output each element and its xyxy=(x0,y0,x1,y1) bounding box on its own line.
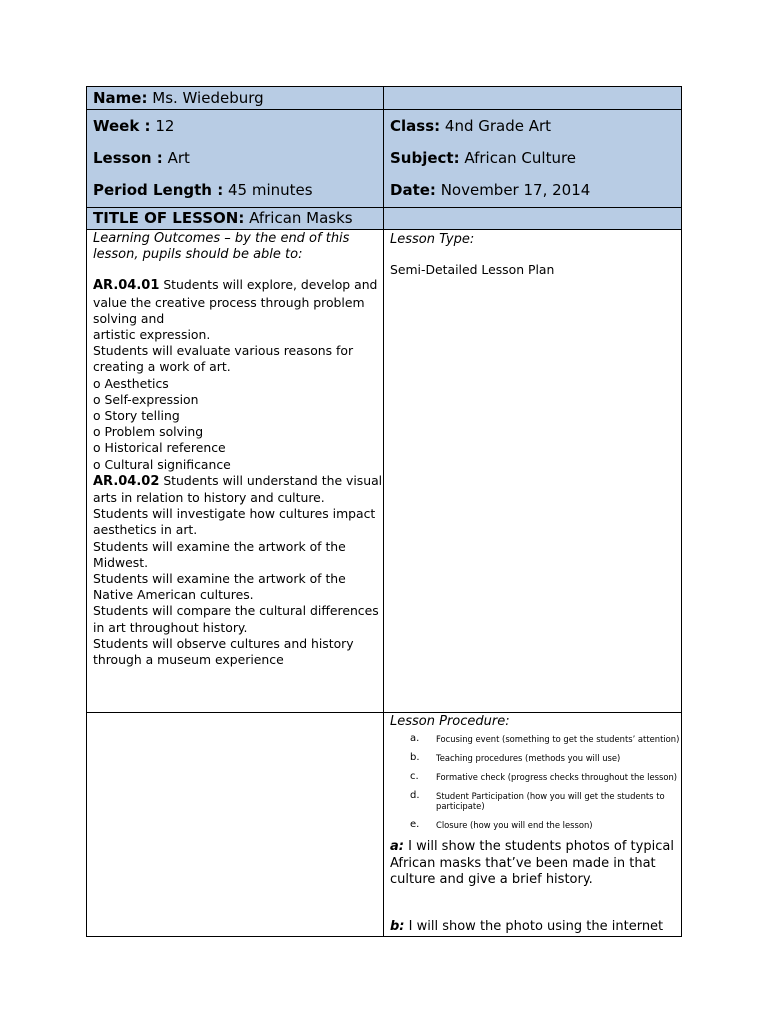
class-line xyxy=(390,110,681,142)
class-label: Class: xyxy=(390,117,441,135)
title-value: African Masks xyxy=(244,209,353,227)
procedure-a-text: I will show the students photos of typical African masks that’ve been made in that culture and give a brief history. xyxy=(390,839,674,887)
step-letter: a. xyxy=(410,733,420,744)
procedure-a-label: a: xyxy=(390,839,404,854)
procedure-b-paragraph xyxy=(390,919,681,936)
subject-label: Subject: xyxy=(390,149,460,167)
lesson-plan-table xyxy=(86,86,682,937)
ar0401-block xyxy=(93,277,383,327)
week-lesson-period-cell xyxy=(87,110,384,208)
learning-outcomes-cell xyxy=(87,230,384,713)
date-label: Date: xyxy=(390,181,436,199)
list-item xyxy=(410,753,681,763)
list-item xyxy=(410,772,681,782)
subject-line xyxy=(390,142,681,174)
outcome-line: Students will examine the artwork of the Midwest. xyxy=(93,538,346,570)
class-value: 4nd Grade Art xyxy=(440,117,552,135)
bullet-item: o Self-expression xyxy=(93,391,199,407)
step-text: Student Participation (how you will get the students to participate) xyxy=(436,791,665,811)
step-text: Closure (how you will end the lesson) xyxy=(436,820,593,830)
ar0401-code: AR.04.01 xyxy=(93,278,160,294)
lesson-procedure-cell xyxy=(384,713,682,937)
empty-title-cell xyxy=(384,208,682,230)
lesson-value: Art xyxy=(162,149,190,167)
name-value: Ms. Wiedeburg xyxy=(147,89,264,107)
period-label: Period Length : xyxy=(93,181,224,199)
lesson-type-label: Lesson Type: xyxy=(390,232,475,247)
period-value: 45 minutes xyxy=(223,181,313,199)
bullet-item: o Story telling xyxy=(93,408,180,424)
list-item xyxy=(410,820,681,830)
procedure-b-label: b: xyxy=(390,918,405,934)
name-cell xyxy=(87,87,384,110)
step-letter: c. xyxy=(410,771,419,782)
week-value: 12 xyxy=(150,117,175,135)
bullet-item: o Aesthetics xyxy=(93,375,169,391)
list-item xyxy=(410,734,681,744)
outcomes-intro: Learning Outcomes – by the end of this lesson, pupils should be able to: xyxy=(93,231,350,263)
list-item xyxy=(410,791,681,811)
lesson-label: Lesson : xyxy=(93,149,163,167)
outcome-line: Students will compare the cultural differences in art throughout history. xyxy=(93,603,379,635)
empty-procedure-left-cell xyxy=(87,713,384,937)
step-text: Formative check (progress checks throughout the lesson) xyxy=(436,772,678,782)
step-letter: d. xyxy=(410,790,420,801)
ar0402-text: Students will understand the visual arts in relation to history and culture. xyxy=(93,472,383,506)
procedure-a-paragraph xyxy=(390,839,681,889)
lesson-line xyxy=(93,142,383,174)
outcome-line: Students will investigate how cultures impact aesthetics in art. xyxy=(93,506,376,538)
subject-value: African Culture xyxy=(459,149,577,167)
period-line xyxy=(93,174,383,206)
week-label: Week : xyxy=(93,117,151,135)
step-text: Focusing event (something to get the students’ attention) xyxy=(436,734,680,744)
class-subject-date-cell xyxy=(384,110,682,208)
procedure-b-text: I will show the photo using the internet xyxy=(404,918,664,934)
ar0401-line2: artistic expression. xyxy=(93,327,211,343)
empty-header-cell xyxy=(384,87,682,110)
outcome-line: Students will examine the artwork of the Native American cultures. xyxy=(93,571,346,603)
bullet-item: o Historical reference xyxy=(93,440,226,456)
name-label: Name: xyxy=(93,89,148,107)
lesson-type-value: Semi-Detailed Lesson Plan xyxy=(390,262,555,277)
bullet-item: o Problem solving xyxy=(93,424,204,440)
ar0402-block xyxy=(93,473,383,506)
date-line xyxy=(390,174,681,206)
title-label: TITLE OF LESSON: xyxy=(93,209,245,227)
week-line xyxy=(93,110,383,142)
step-letter: b. xyxy=(410,752,420,763)
procedure-label: Lesson Procedure: xyxy=(390,714,510,729)
date-value: November 17, 2014 xyxy=(435,181,591,199)
outcome-line: Students will observe cultures and history through a museum experience xyxy=(93,635,354,668)
ar0402-code: AR.04.02 xyxy=(93,473,160,489)
procedure-steps-list xyxy=(390,734,681,830)
step-letter: e. xyxy=(410,819,420,830)
lesson-title-cell xyxy=(87,208,384,230)
step-text: Teaching procedures (methods you will use) xyxy=(436,753,621,763)
bullet-item: o Cultural significance xyxy=(93,456,231,472)
lesson-type-cell xyxy=(384,230,682,713)
ar0401-line3: Students will evaluate various reasons for creating a work of art. xyxy=(93,343,354,375)
ar0401-text: Students will explore, develop and value the creative process through problem solving and xyxy=(93,277,378,326)
